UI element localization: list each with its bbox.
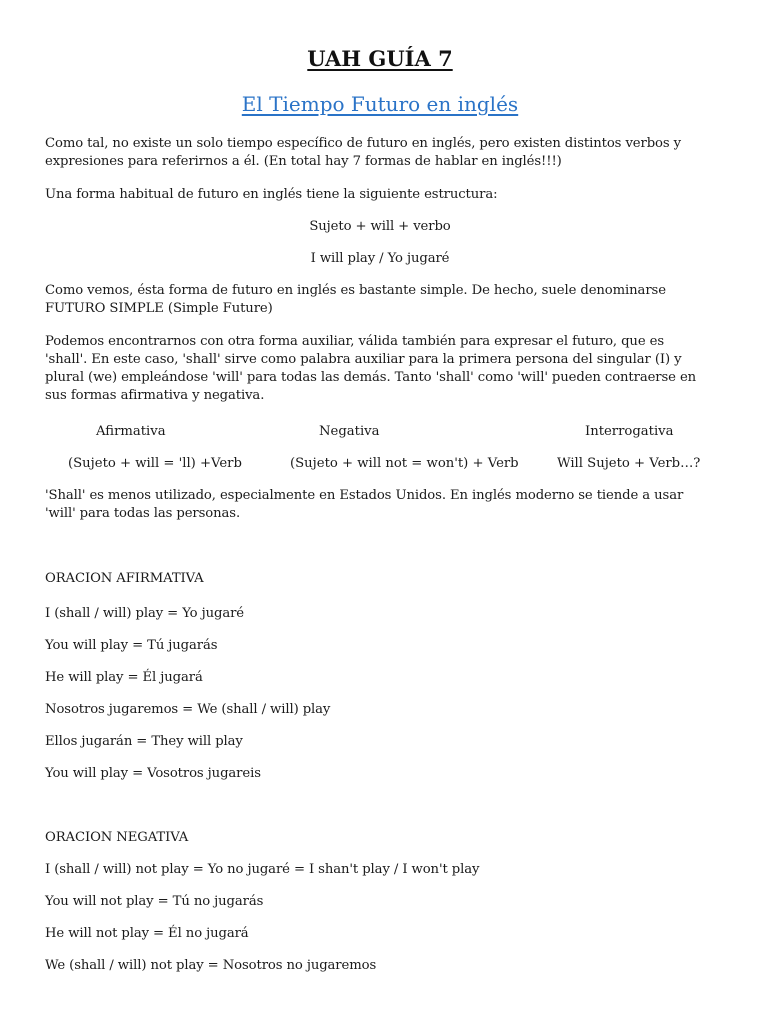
- shall-line: plural (we) empleándose 'will' para todas las demás. Tanto 'shall' como 'will' pueden contraerse en: [45, 370, 697, 385]
- document-subtitle: El Tiempo Futuro en inglés: [241, 92, 519, 116]
- table-cell-negativa: (Sujeto + will not = won't) + Verb: [290, 456, 519, 471]
- affirmative-example: Nosotros jugaremos = We (shall / will) play: [45, 702, 331, 717]
- negative-heading: ORACION NEGATIVA: [45, 830, 189, 845]
- shall-usage-paragraph: [45, 487, 715, 523]
- shall-usage-line: 'will' para todas las personas.: [45, 506, 241, 521]
- intro-line: Como tal, no existe un solo tiempo específico de futuro en inglés, pero existen distintos verbos y: [45, 136, 681, 151]
- affirmative-example: You will play = Vosotros jugareis: [45, 766, 261, 781]
- table-cell-afirmativa: (Sujeto + will = 'll) +Verb: [68, 456, 242, 471]
- intro-paragraph: [45, 135, 715, 171]
- shall-usage-line: 'Shall' es menos utilizado, especialmente en Estados Unidos. En inglés moderno se tiende a usar: [45, 488, 684, 503]
- document-title: UAH GUÍA 7: [307, 46, 453, 71]
- simple-future-line: FUTURO SIMPLE (Simple Future): [45, 301, 273, 316]
- negative-example: You will not play = Tú no jugarás: [45, 894, 264, 909]
- formula: Sujeto + will + verbo: [309, 219, 451, 234]
- table-header-afirmativa: Afirmativa: [96, 424, 166, 439]
- structure-intro: Una forma habitual de futuro en inglés tiene la siguiente estructura:: [45, 187, 498, 202]
- table-cell-interrogativa: Will Sujeto + Verb…?: [557, 456, 701, 471]
- negative-example: He will not play = Él no jugará: [45, 926, 249, 941]
- negative-example: We (shall / will) not play = Nosotros no jugaremos: [45, 958, 377, 973]
- table-header-interrogativa: Interrogativa: [585, 424, 674, 439]
- affirmative-example: Ellos jugarán = They will play: [45, 734, 243, 749]
- simple-future-line: Como vemos, ésta forma de futuro en inglés es bastante simple. De hecho, suele denominarse: [45, 283, 666, 298]
- simple-future-paragraph: [45, 282, 715, 318]
- example: I will play / Yo jugaré: [310, 251, 450, 266]
- intro-line: expresiones para referirnos a él. (En total hay 7 formas de hablar en inglés!!!): [45, 154, 562, 169]
- shall-line: sus formas afirmativa y negativa.: [45, 388, 265, 403]
- affirmative-heading: ORACION AFIRMATIVA: [45, 571, 204, 586]
- negative-example: I (shall / will) not play = Yo no jugaré = I shan't play / I won't play: [45, 862, 480, 877]
- shall-line: 'shall'. En este caso, 'shall' sirve como palabra auxiliar para la primera persona del singular (I) y: [45, 352, 682, 367]
- affirmative-example: He will play = Él jugará: [45, 670, 203, 685]
- shall-line: Podemos encontrarnos con otra forma auxiliar, válida también para expresar el futuro, que es: [45, 334, 664, 349]
- affirmative-example: You will play = Tú jugarás: [45, 638, 218, 653]
- table-header-negativa: Negativa: [319, 424, 380, 439]
- affirmative-example: I (shall / will) play = Yo jugaré: [45, 606, 244, 621]
- shall-paragraph: [45, 333, 715, 405]
